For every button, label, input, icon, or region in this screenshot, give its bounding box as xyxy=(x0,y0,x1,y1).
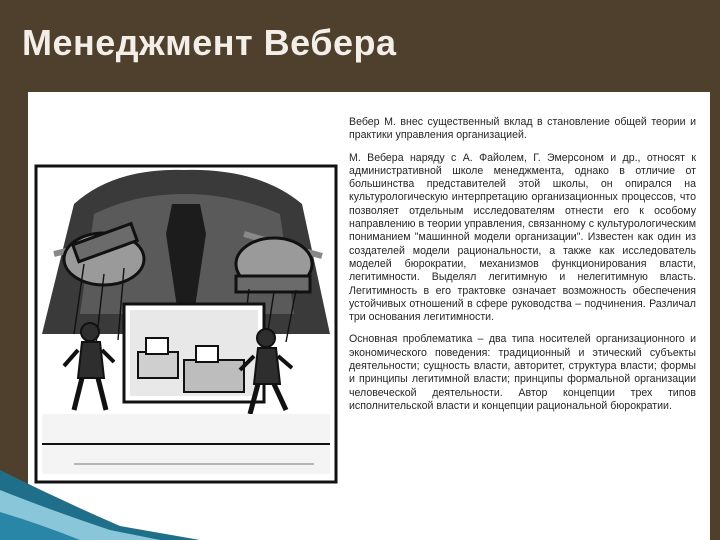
decorative-wave xyxy=(0,450,200,540)
paragraph-1: Вебер М. внес существенный вклад в становление общей теории и практики управления организацией. xyxy=(349,116,696,142)
paragraph-3: Основная проблематика – два типа носителей организационного и экономического поведения: традиционный и этический субъекты деятельности; сущность власти, авторитет, структура власти; формы и принципы легитимной власти; принципы формальной организации человеческой деятельности. Автор концепции трех типов исполнительской власти и концепции рациональной бюрократии. xyxy=(349,333,696,412)
puppet-master-illustration-icon xyxy=(34,164,338,484)
paragraph-2: М. Вебера наряду с А. Файолем, Г. Эмерсоном и др., относят к административной школе менеджмента, однако в отличие от большинства представителей этой школы, он опирался на культурологическую интерпретацию организационных процессов, что позволяет отдельным исследователям отнести его к особому направлению в теории управления, связанному с культурологическим пониманием "машинной модели организации". Известен как один из создателей модели рациональности, а также как исследователь моделей бюрократии, механизмов функционирования власти, легитимности. Выделял легитимную и нелегитимную власть. Легитимность в его трактовке означает возможность обеспечения устойчивых отношений в сфере руководства – подчинения. Различал три основания легитимности. xyxy=(349,151,696,324)
slide-title: Менеджмент Вебера xyxy=(22,22,397,63)
body-text xyxy=(349,116,696,422)
